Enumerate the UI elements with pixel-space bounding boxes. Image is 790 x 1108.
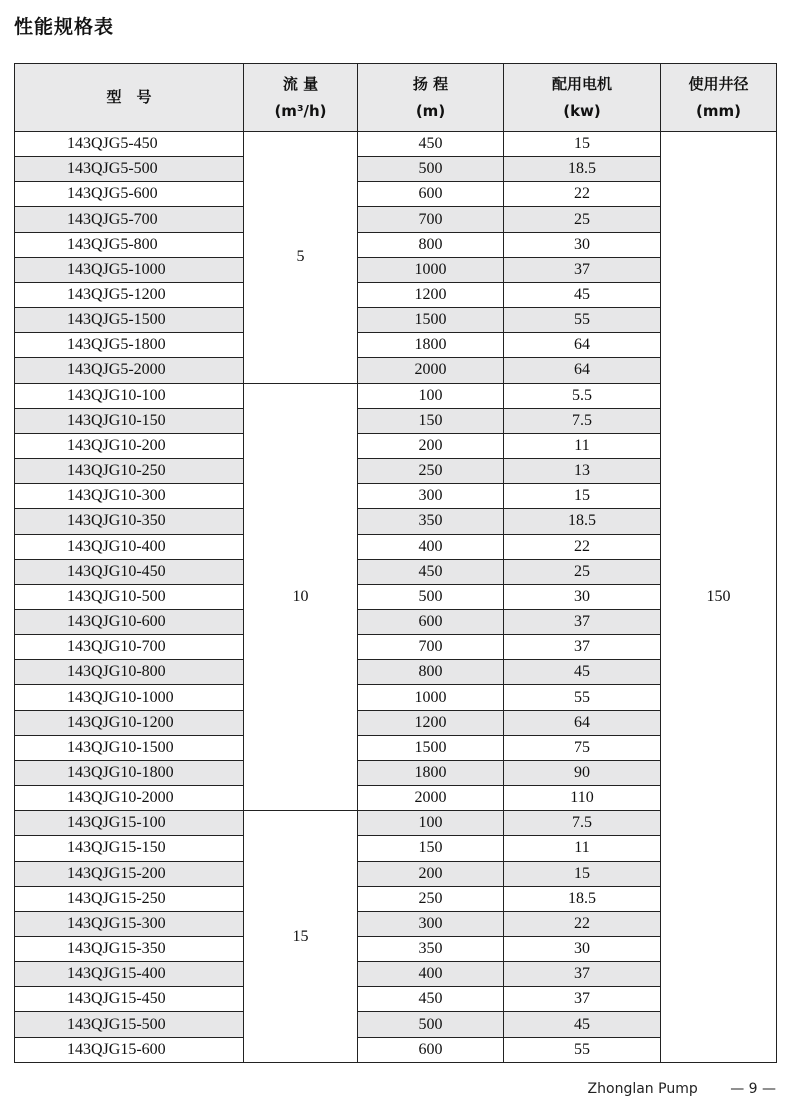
cell-model: 143QJG15-450 (15, 987, 244, 1012)
cell-head: 450 (358, 987, 504, 1012)
cell-model: 143QJG10-350 (15, 509, 244, 534)
table-row (15, 132, 777, 157)
cell-model: 143QJG10-1000 (15, 685, 244, 710)
cell-head: 450 (358, 132, 504, 157)
cell-power: 55 (504, 685, 661, 710)
cell-model: 143QJG10-2000 (15, 786, 244, 811)
cell-power: 11 (504, 836, 661, 861)
header-head-unit: (m) (415, 101, 446, 120)
cell-power: 30 (504, 232, 661, 257)
cell-model: 143QJG15-150 (15, 836, 244, 861)
cell-head: 1000 (358, 257, 504, 282)
cell-power: 22 (504, 911, 661, 936)
cell-head: 700 (358, 635, 504, 660)
cell-head: 200 (358, 433, 504, 458)
cell-model: 143QJG15-400 (15, 962, 244, 987)
page-footer (588, 1081, 776, 1097)
cell-head: 150 (358, 408, 504, 433)
cell-flow: 15 (244, 811, 358, 1063)
cell-head: 800 (358, 660, 504, 685)
cell-head: 450 (358, 559, 504, 584)
cell-head: 500 (358, 1012, 504, 1037)
header-power (504, 64, 661, 132)
cell-head: 700 (358, 207, 504, 232)
cell-power: 55 (504, 1037, 661, 1062)
cell-power: 30 (504, 584, 661, 609)
cell-power: 11 (504, 433, 661, 458)
cell-power: 64 (504, 358, 661, 383)
cell-model: 143QJG10-1800 (15, 760, 244, 785)
cell-head: 2000 (358, 786, 504, 811)
cell-model: 143QJG10-1200 (15, 710, 244, 735)
cell-power: 5.5 (504, 383, 661, 408)
cell-head: 500 (358, 584, 504, 609)
cell-power: 15 (504, 861, 661, 886)
cell-head: 500 (358, 157, 504, 182)
cell-model: 143QJG15-350 (15, 937, 244, 962)
cell-power: 37 (504, 609, 661, 634)
cell-head: 400 (358, 962, 504, 987)
cell-model: 143QJG5-700 (15, 207, 244, 232)
cell-model: 143QJG10-300 (15, 484, 244, 509)
cell-power: 110 (504, 786, 661, 811)
header-diameter (661, 64, 777, 132)
table-header (15, 64, 777, 132)
cell-flow: 10 (244, 383, 358, 811)
cell-head: 1000 (358, 685, 504, 710)
cell-power: 55 (504, 308, 661, 333)
cell-power: 37 (504, 962, 661, 987)
cell-power: 22 (504, 534, 661, 559)
cell-model: 143QJG5-2000 (15, 358, 244, 383)
cell-power: 7.5 (504, 811, 661, 836)
cell-power: 7.5 (504, 408, 661, 433)
cell-model: 143QJG5-450 (15, 132, 244, 157)
cell-head: 100 (358, 383, 504, 408)
cell-head: 1200 (358, 710, 504, 735)
cell-power: 45 (504, 660, 661, 685)
cell-model: 143QJG15-250 (15, 886, 244, 911)
cell-head: 150 (358, 836, 504, 861)
cell-model: 143QJG15-200 (15, 861, 244, 886)
cell-model: 143QJG10-1500 (15, 735, 244, 760)
cell-power: 18.5 (504, 886, 661, 911)
cell-head: 100 (358, 811, 504, 836)
cell-power: 30 (504, 937, 661, 962)
page-number: — 9 — (730, 1081, 776, 1097)
cell-power: 18.5 (504, 157, 661, 182)
header-model (15, 64, 244, 132)
cell-model: 143QJG15-300 (15, 911, 244, 936)
cell-power: 25 (504, 559, 661, 584)
cell-head: 300 (358, 484, 504, 509)
cell-power: 45 (504, 282, 661, 307)
cell-head: 200 (358, 861, 504, 886)
cell-power: 37 (504, 987, 661, 1012)
cell-flow: 5 (244, 132, 358, 384)
cell-power: 90 (504, 760, 661, 785)
cell-model: 143QJG5-1500 (15, 308, 244, 333)
cell-head: 1200 (358, 282, 504, 307)
cell-head: 350 (358, 509, 504, 534)
table-body (15, 132, 777, 1063)
cell-power: 64 (504, 333, 661, 358)
cell-power: 13 (504, 459, 661, 484)
cell-head: 600 (358, 609, 504, 634)
cell-head: 600 (358, 182, 504, 207)
cell-head: 800 (358, 232, 504, 257)
cell-head: 1500 (358, 735, 504, 760)
cell-head: 1800 (358, 760, 504, 785)
header-diameter-unit: (mm) (696, 101, 741, 120)
cell-model: 143QJG5-500 (15, 157, 244, 182)
cell-model: 143QJG10-450 (15, 559, 244, 584)
cell-model: 143QJG5-1800 (15, 333, 244, 358)
cell-model: 143QJG15-100 (15, 811, 244, 836)
cell-head: 250 (358, 886, 504, 911)
cell-head: 400 (358, 534, 504, 559)
header-diameter-label: 使用井径 (688, 74, 749, 93)
cell-head: 600 (358, 1037, 504, 1062)
cell-model: 143QJG10-700 (15, 635, 244, 660)
footer-brand: Zhonglan Pump (587, 1081, 698, 1097)
cell-model: 143QJG10-500 (15, 584, 244, 609)
cell-model: 143QJG5-800 (15, 232, 244, 257)
cell-power: 22 (504, 182, 661, 207)
cell-power: 15 (504, 484, 661, 509)
header-flow-label: 流 量 (282, 74, 319, 93)
cell-model: 143QJG10-100 (15, 383, 244, 408)
cell-head: 2000 (358, 358, 504, 383)
cell-power: 15 (504, 132, 661, 157)
header-model-label: 型 号 (106, 88, 152, 106)
page-title: 性能规格表 (14, 16, 115, 38)
spec-table (14, 63, 777, 1063)
cell-power: 37 (504, 257, 661, 282)
header-head-label: 扬 程 (412, 74, 449, 93)
cell-head: 1800 (358, 333, 504, 358)
cell-power: 75 (504, 735, 661, 760)
cell-model: 143QJG10-200 (15, 433, 244, 458)
cell-head: 350 (358, 937, 504, 962)
cell-model: 143QJG10-600 (15, 609, 244, 634)
header-power-label: 配用电机 (551, 74, 612, 93)
header-head (358, 64, 504, 132)
cell-power: 18.5 (504, 509, 661, 534)
cell-model: 143QJG5-1200 (15, 282, 244, 307)
cell-well-diameter: 150 (661, 132, 777, 1063)
cell-power: 25 (504, 207, 661, 232)
cell-model: 143QJG10-250 (15, 459, 244, 484)
cell-head: 300 (358, 911, 504, 936)
cell-head: 1500 (358, 308, 504, 333)
cell-model: 143QJG15-500 (15, 1012, 244, 1037)
cell-model: 143QJG10-150 (15, 408, 244, 433)
header-flow-unit: (m³/h) (274, 101, 327, 120)
cell-head: 250 (358, 459, 504, 484)
cell-power: 37 (504, 635, 661, 660)
header-flow (244, 64, 358, 132)
cell-model: 143QJG10-400 (15, 534, 244, 559)
cell-model: 143QJG10-800 (15, 660, 244, 685)
cell-model: 143QJG5-1000 (15, 257, 244, 282)
cell-power: 45 (504, 1012, 661, 1037)
cell-power: 64 (504, 710, 661, 735)
header-power-unit: (kw) (563, 101, 601, 120)
cell-model: 143QJG5-600 (15, 182, 244, 207)
cell-model: 143QJG15-600 (15, 1037, 244, 1062)
